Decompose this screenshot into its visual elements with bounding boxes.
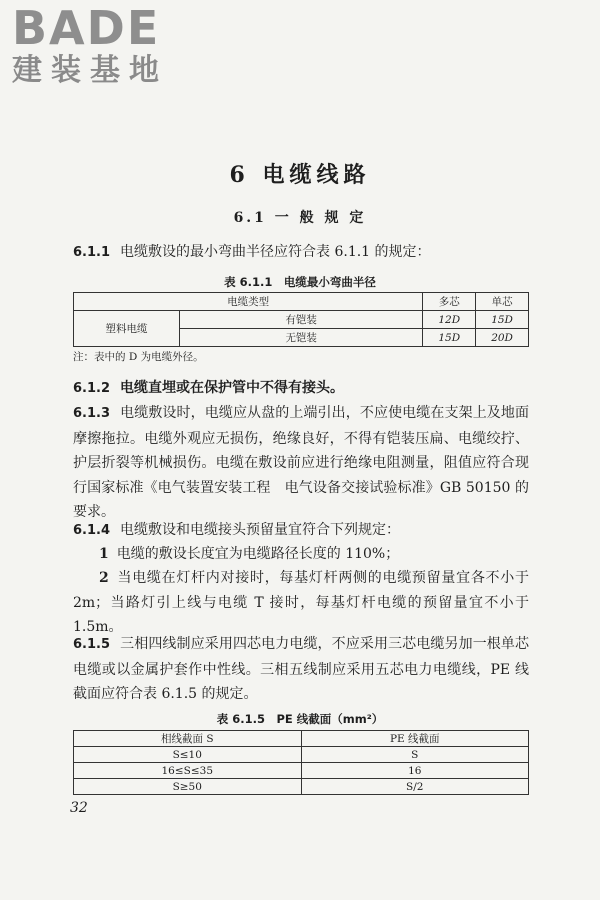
table-6-1-1	[73, 292, 529, 347]
multicore-value: 12D	[423, 311, 476, 329]
pe-section-value: 16	[301, 763, 529, 779]
item-number: 2	[99, 570, 109, 586]
clause-number: 6.1.5	[73, 637, 111, 652]
page-number: 32	[70, 800, 88, 816]
singlecore-value: 15D	[476, 311, 529, 329]
clause-text: 电缆敷设的最小弯曲半径应符合表 6.1.1 的规定：	[120, 244, 431, 260]
table-header-row	[74, 731, 529, 747]
header-multicore: 多芯	[423, 293, 476, 311]
chapter-title: 6 电缆线路	[229, 162, 371, 188]
sub-type: 有铠装	[180, 311, 423, 329]
clause-text: 电缆敷设时，电缆应从盘的上端引出，不应使电缆在支架上及地面摩擦拖拉。电缆外观应无损伤，绝缘良好，不得有铠装压扁、电缆绞拧、护层折裂等机械损伤。电缆在敷设前应进行绝缘电阻测量，阻值应符合现行国家标准《电气装置安装工程 电气设备交接试验标准》GB 50150 的要求。	[73, 405, 529, 520]
table-note: 注：表中的 D 为电缆外径。	[73, 351, 204, 363]
header-cable-type: 电缆类型	[74, 293, 423, 311]
clause-text: 电缆敷设和电缆接头预留量宜符合下列规定：	[120, 522, 401, 538]
table-row	[74, 747, 529, 763]
phase-section-value: S≤10	[74, 747, 302, 763]
item-text: 电缆的敷设长度宜为电缆路径长度的 110%；	[116, 546, 400, 562]
logo-wordmark: BADE	[12, 1, 161, 55]
clause-6-1-3	[73, 401, 529, 525]
singlecore-value: 20D	[476, 329, 529, 347]
logo-subtitle: 建装基地	[12, 53, 168, 88]
phase-section-value: S≥50	[74, 779, 302, 795]
table-row	[74, 779, 529, 795]
header-singlecore: 单芯	[476, 293, 529, 311]
clause-text: 电缆直埋或在保护管中不得有接头。	[120, 380, 345, 396]
section-title: 6.1 一 般 规 定	[233, 210, 367, 226]
clause-number: 6.1.2	[73, 381, 111, 396]
clause-6-1-2	[73, 376, 529, 402]
table-header-row	[74, 293, 529, 311]
header-pe-section: PE 线截面	[301, 731, 529, 747]
table-row	[74, 311, 529, 329]
sub-type: 无铠装	[180, 329, 423, 347]
table-6-1-5-caption: 表 6.1.5 PE 线截面（mm²）	[216, 712, 384, 726]
clause-text: 三相四线制应采用四芯电力电缆，不应采用三芯电缆另加一根单芯电缆或以金属护套作中性线。三相五线制应采用五芯电力电缆线，PE 线截面应符合表 6.1.5 的规定。	[73, 636, 529, 702]
phase-section-value: 16≤S≤35	[74, 763, 302, 779]
bade-logo	[12, 1, 168, 88]
item-text: 当电缆在灯杆内对接时，每基灯杆两侧的电缆预留量宜各不小于 2m；当路灯引上线与电缆 T 接时，每基灯杆电缆的预留量宜不小于 1.5m。	[73, 570, 529, 635]
clause-6-1-4-item-1	[73, 542, 529, 567]
item-number: 1	[99, 546, 109, 562]
pe-section-value: S	[301, 747, 529, 763]
pe-section-value: S/2	[301, 779, 529, 795]
clause-number: 6.1.1	[73, 245, 111, 260]
multicore-value: 15D	[423, 329, 476, 347]
clause-number: 6.1.4	[73, 523, 111, 538]
clause-6-1-1	[73, 240, 529, 266]
table-6-1-5	[73, 730, 529, 795]
clause-6-1-4-item-2	[73, 566, 529, 640]
clause-6-1-4	[73, 518, 529, 544]
group-label: 塑料电缆	[74, 311, 180, 347]
table-row	[74, 763, 529, 779]
clause-number: 6.1.3	[73, 406, 111, 421]
table-6-1-1-caption: 表 6.1.1 电缆最小弯曲半径	[224, 275, 376, 289]
header-phase-section: 相线截面 S	[74, 731, 302, 747]
clause-6-1-5	[73, 632, 529, 707]
